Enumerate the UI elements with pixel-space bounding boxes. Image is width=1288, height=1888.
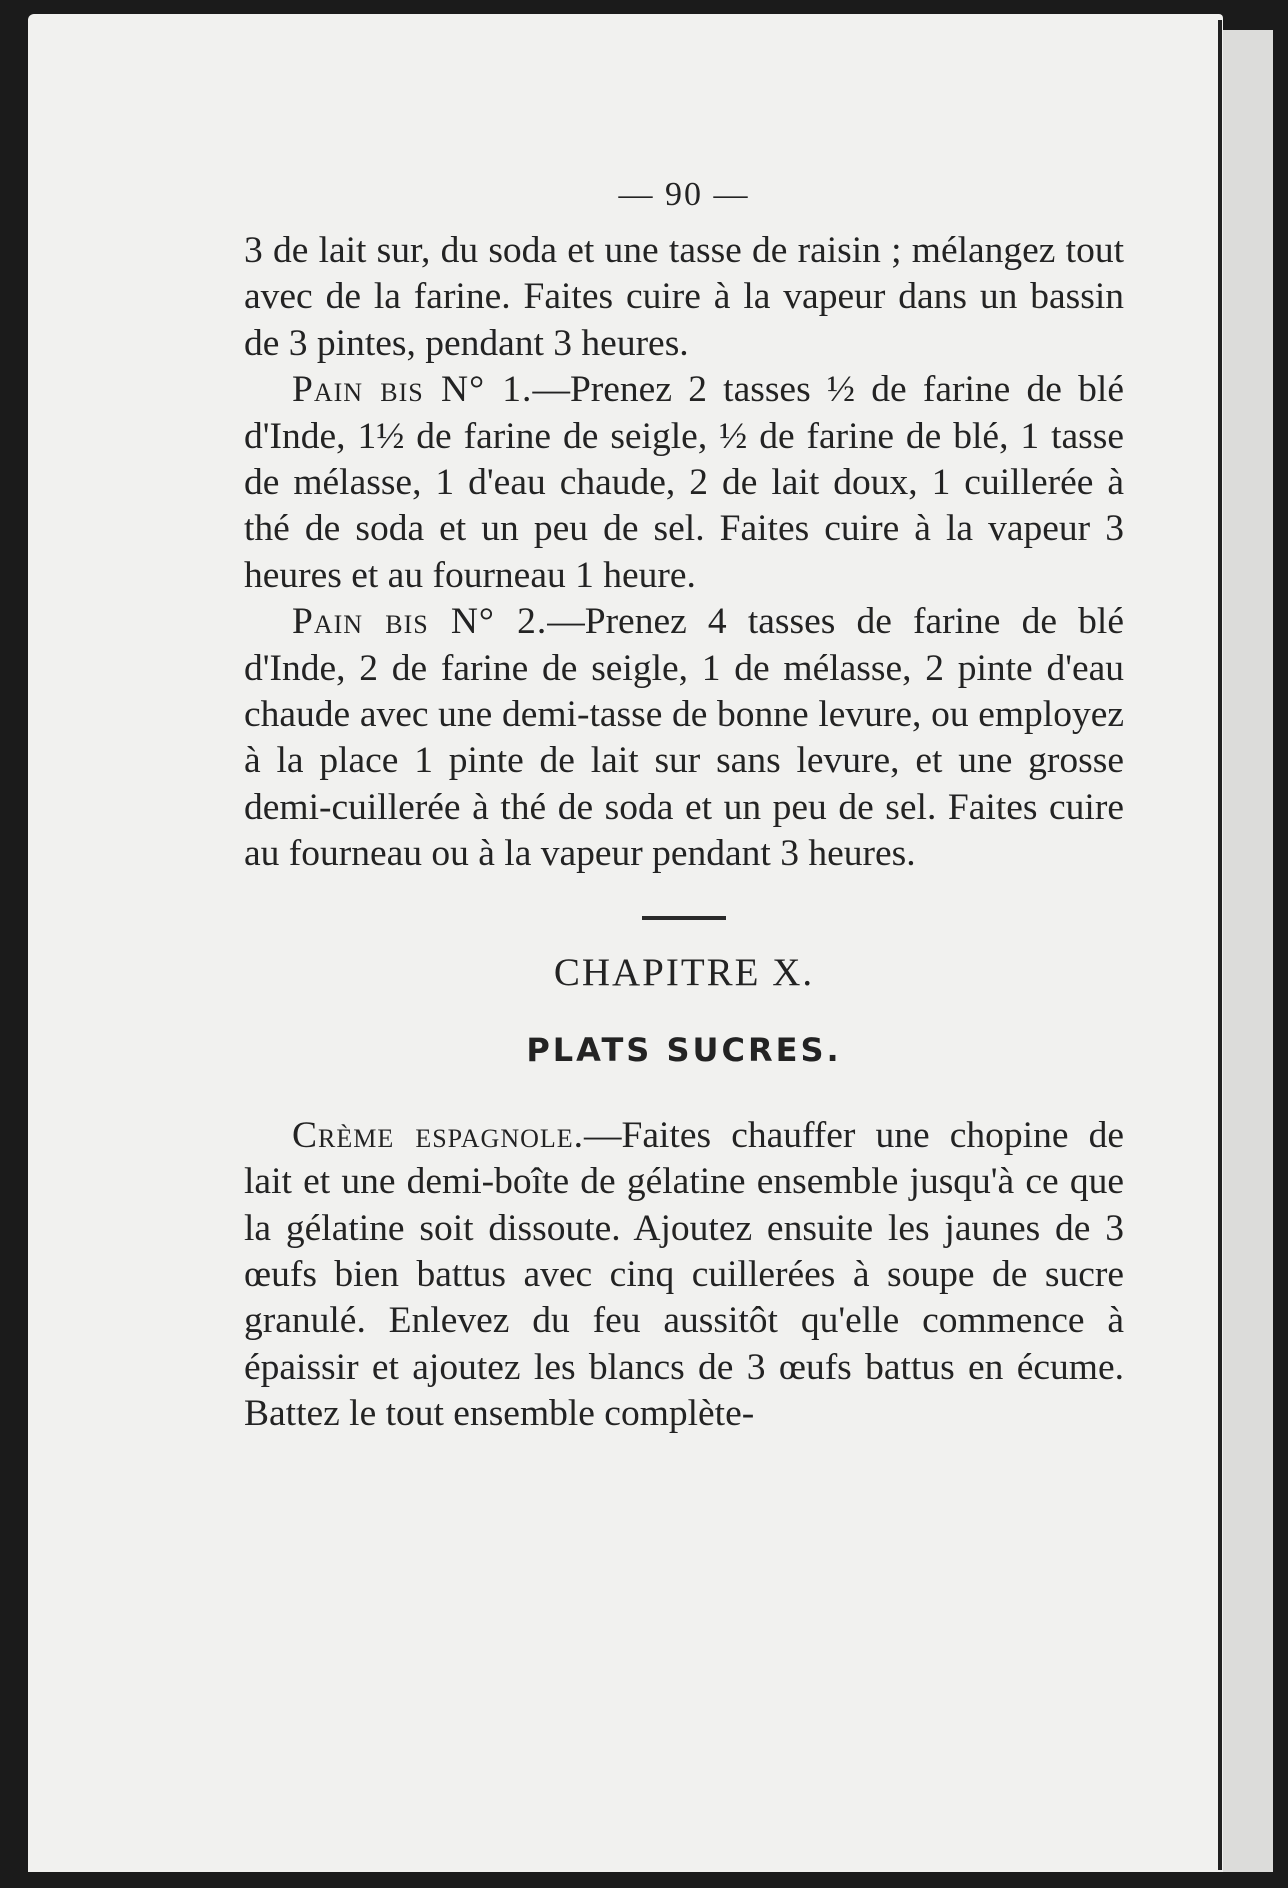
paragraph-text: 3 de lait sur, du soda et une tasse de raisin ; mélangez tout avec de la farine. Faites cuire à la vapeur dans un bassin de 3 pintes, pendant 3 heures. [244,230,1124,364]
recipe-title: Pain bis N° 1. [292,369,533,411]
chapter-heading: CHAPITRE X. [553,950,815,994]
recipe-creme-espagnole [244,1113,1124,1438]
adjacent-page-edge [1223,30,1273,1872]
recipe-pain-bis-1 [244,367,1124,599]
recipe-title: Pain bis N° 2. [292,601,548,643]
recipe-pain-bis-2 [244,599,1124,877]
recipe-text: —Prenez 4 tasses de farine de blé d'Inde, 2 de farine de seigle, 1 de mélasse, 2 pinte d'eau chaude avec une demi-tasse de bonne levure, ou employez à la place 1 pinte de lait sur sans levure, et une grosse demi-cuillerée à thé de soda et un peu de sel. Faites cuire au fourneau ou à la vapeur pendant 3 heures. [244,601,1124,875]
paragraph-continuation [244,228,1124,367]
page-number: — 90 — [618,176,750,213]
page-text-column [244,176,1124,1438]
recipe-text: —Prenez 2 tasses ½ de farine de blé d'Inde, 1½ de farine de seigle, ½ de farine de blé, 1 tasse de mélasse, 1 d'eau chaude, 2 de lait doux, 1 cuillerée à thé de soda et un peu de sel. Faites cuire à la vapeur 3 heures et au fourneau 1 heure. [244,369,1124,596]
section-divider [642,916,726,920]
section-title: PLATS SUCRES. [526,1030,842,1069]
recipe-text: —Faites chauffer une chopine de lait et une demi-boîte de gélatine ensemble jusqu'à ce que la gélatine soit dissoute. Ajoutez ensuite les jaunes de 3 œufs bien battus avec cinq cuillerées à soupe de sucre granulé. Enlevez du feu aussitôt qu'elle commence à épaissir et ajoutez les blancs de 3 œufs battus en écume. Battez le tout ensemble complète- [244,1114,1124,1435]
page-edge-line [1218,20,1222,1870]
recipe-title: Crème espagnole. [292,1114,585,1156]
